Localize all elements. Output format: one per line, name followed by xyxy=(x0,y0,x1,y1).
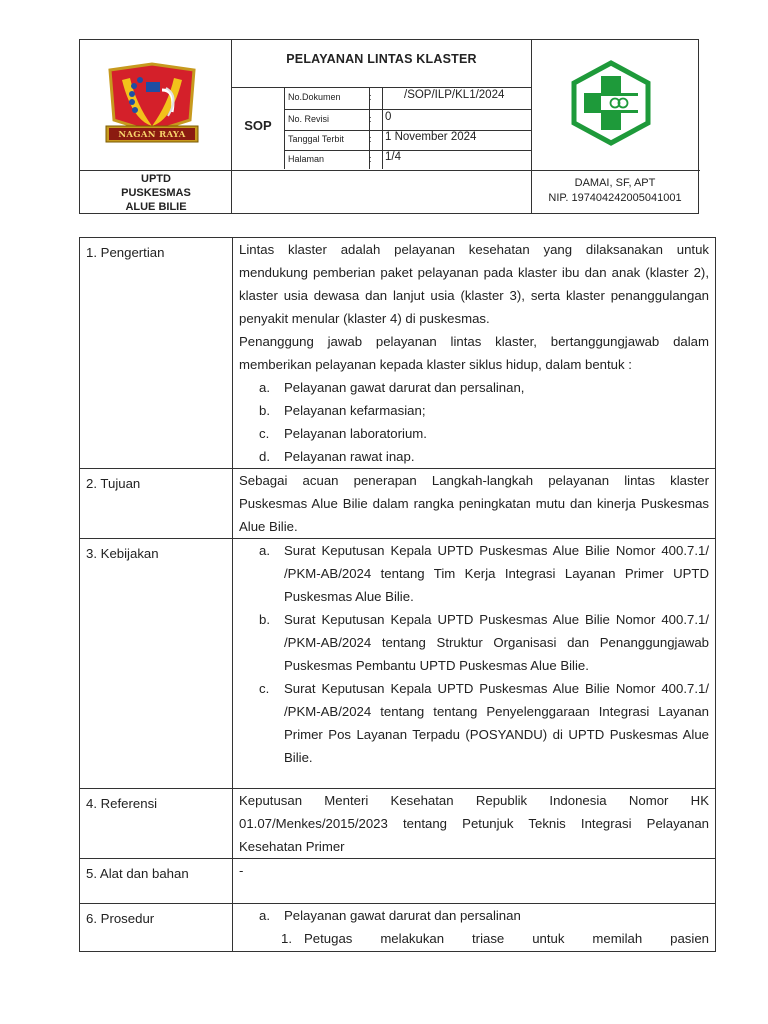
document-header xyxy=(79,39,699,214)
service-list xyxy=(239,376,709,468)
meta-colon: : xyxy=(369,114,372,124)
policy-list xyxy=(239,539,709,769)
institution-line: ALUE BILIE xyxy=(125,201,187,213)
list-item xyxy=(239,376,709,399)
meta-row-document-number xyxy=(284,88,531,108)
list-marker: b. xyxy=(259,403,270,418)
meta-value: /SOP/ILP/KL1/2024 xyxy=(404,89,505,101)
section-content: - xyxy=(233,859,716,904)
paragraph: Lintas klaster adalah pelayanan kesehatan yang dilaksanakan untuk mendukung pemberian paket pelayanan pada klaster ibu dan anak (klaster 2), klaster usia dewasa dan lanjut usia (klaster 3), serta klaster penanggulangan penyakit menular (klaster 4) di puskesmas. xyxy=(239,242,709,326)
paragraph: Penanggung jawab pelayanan lintas klaster, bertanggungjawab dalam memberikan pelayanan kepada klaster siklus hidup, dalam bentuk : xyxy=(239,334,709,372)
section-label: 1. Pengertian xyxy=(80,238,233,469)
list-item xyxy=(239,422,709,445)
meta-row-page xyxy=(284,150,531,170)
meta-colon: : xyxy=(369,92,372,102)
list-marker: d. xyxy=(259,449,270,464)
meta-value: 1/4 xyxy=(385,151,401,163)
section-content xyxy=(233,904,716,952)
list-marker: a. xyxy=(259,543,270,558)
meta-colon: : xyxy=(369,154,372,164)
list-item xyxy=(239,608,709,677)
meta-value: 1 November 2024 xyxy=(385,131,477,143)
list-item xyxy=(239,539,709,608)
section-content: Keputusan Menteri Kesehatan Republik Indonesia Nomor HK 01.07/Menkes/2015/2023 tentang Petunjuk Teknis Integrasi Pelayanan Kesehatan Primer xyxy=(233,789,716,859)
institution-line: UPTD xyxy=(141,173,171,185)
list-text: Pelayanan laboratorium. xyxy=(284,426,427,441)
row-kebijakan xyxy=(80,539,716,789)
meta-key: No. Revisi xyxy=(288,114,330,124)
row-alat-bahan xyxy=(80,859,716,904)
list-marker: b. xyxy=(259,612,270,627)
list-item xyxy=(239,399,709,422)
list-text: Pelayanan rawat inap. xyxy=(284,449,415,464)
list-marker: a. xyxy=(259,380,270,395)
section-label: 2. Tujuan xyxy=(80,469,233,539)
list-text: Pelayanan gawat darurat dan persalinan xyxy=(284,908,521,923)
divider xyxy=(80,170,700,171)
meta-colon: : xyxy=(369,134,372,144)
document-title: PELAYANAN LINTAS KLASTER xyxy=(286,52,477,66)
list-text: Surat Keputusan Kepala UPTD Puskesmas Alue Bilie Nomor 400.7.1/ /PKM-AB/2024 tentang Tim Kerja Integrasi Layanan Primer UPTD Puskesmas Alue Bilie. xyxy=(284,543,709,604)
sop-content-table xyxy=(79,237,716,952)
section-content: Sebagai acuan penerapan Langkah-langkah pelayanan lintas klaster Puskesmas Alue Bilie dalam rangka peningkatan mutu dan kinerja Puskesmas Alue Bilie. xyxy=(233,469,716,539)
row-referensi xyxy=(80,789,716,859)
list-marker: c. xyxy=(259,426,270,441)
row-pengertian xyxy=(80,238,716,469)
signatory-name: DAMAI, SF, APT xyxy=(574,177,656,189)
meta-key: Tanggal Terbit xyxy=(288,134,344,144)
sop-label: SOP xyxy=(244,118,272,133)
list-item xyxy=(239,927,709,950)
list-marker: a. xyxy=(259,908,270,923)
list-item xyxy=(239,677,709,769)
list-marker: c. xyxy=(259,681,270,696)
list-text: Petugas melakukan triase untuk memilah pasien xyxy=(304,931,709,946)
row-prosedur xyxy=(80,904,716,952)
signatory-nip: NIP. 197404242005041001 xyxy=(548,192,682,204)
meta-key: Halaman xyxy=(288,154,325,164)
list-text: Pelayanan gawat darurat dan persalinan, xyxy=(284,380,525,395)
meta-value: 0 xyxy=(385,111,392,123)
meta-row-revision xyxy=(284,110,531,130)
section-content xyxy=(233,539,716,789)
list-item xyxy=(239,904,709,927)
list-item xyxy=(239,445,709,468)
meta-row-issue-date xyxy=(284,130,531,150)
institution-name xyxy=(80,172,232,214)
logo-caption: NAGAN RAYA xyxy=(118,130,186,140)
institution-line: PUSKESMAS xyxy=(121,187,191,199)
row-tujuan xyxy=(80,469,716,539)
puskesmas-logo xyxy=(570,60,652,146)
section-content xyxy=(233,238,716,469)
list-text: Pelayanan kefarmasian; xyxy=(284,403,426,418)
procedure-sublist xyxy=(239,927,709,950)
procedure-list xyxy=(239,904,709,927)
section-label: 6. Prosedur xyxy=(80,904,233,952)
list-text: Surat Keputusan Kepala UPTD Puskesmas Alue Bilie Nomor 400.7.1/ /PKM-AB/2024 tentang tentang Penyelenggaraan Integrasi Layanan Primer Pos Layanan Terpadu (POSYANDU) di UPTD Puskesmas Alue Bilie. xyxy=(284,681,709,765)
list-text: Surat Keputusan Kepala UPTD Puskesmas Alue Bilie Nomor 400.7.1/ /PKM-AB/2024 tentang Struktur Organisasi dan Penanggungjawab Puskesmas Pembantu UPTD Puskesmas Alue Bilie. xyxy=(284,612,709,673)
meta-key: No.Dokumen xyxy=(288,92,341,102)
list-marker: 1. xyxy=(281,931,292,946)
signatory xyxy=(531,176,699,206)
section-label: 3. Kebijakan xyxy=(80,539,233,789)
section-label: 4. Referensi xyxy=(80,789,233,859)
section-label: 5. Alat dan bahan xyxy=(80,859,233,904)
